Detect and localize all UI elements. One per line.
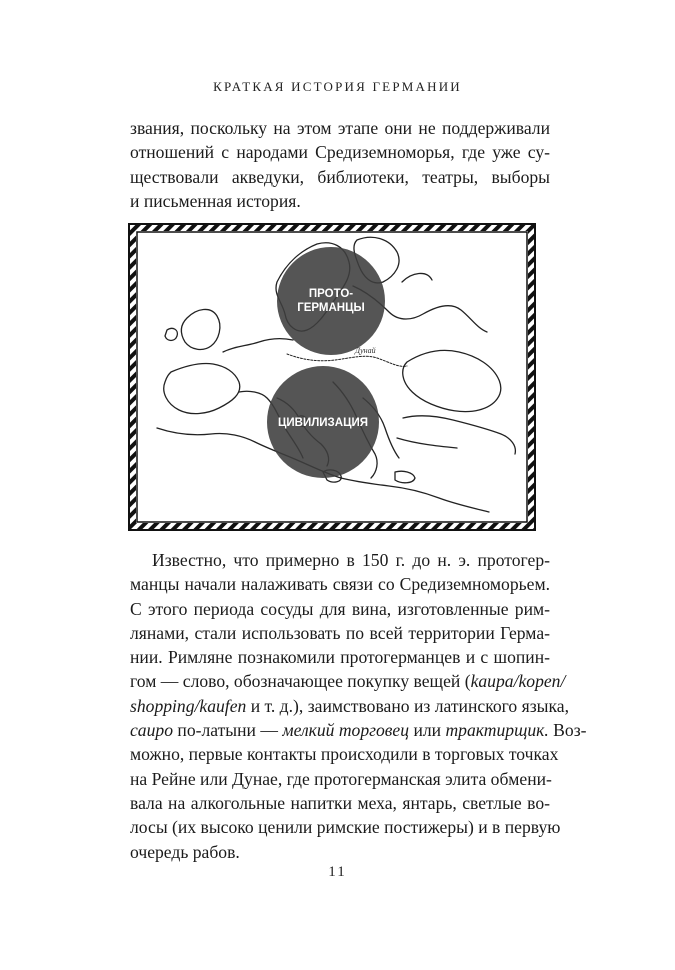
italic-term: shopping/kaufen (130, 695, 247, 716)
text-line: гом — слово, обозначающее покупку вещей (kaupa/kopen/ (130, 671, 566, 692)
text-line: лянами, стали использовать по всей территории Герма- (130, 622, 550, 643)
text-line: С этого периода сосуды для вина, изготовленные рим- (130, 598, 550, 619)
map-label-germans: ГЕРМАНЦЫ (297, 302, 365, 314)
text-line: манцы начали налаживать связи со Средиземноморьем. (130, 574, 550, 595)
text-line: и письменная история. (130, 190, 301, 211)
text-line: ществовали акведуки, библиотеки, театры, выборы (130, 166, 550, 187)
text-line: очередь рабов. (130, 841, 240, 862)
italic-term: caupo (130, 720, 173, 741)
italic-term: мелкий торговец (282, 720, 410, 741)
text-line: нии. Римляне познакомили протогерманцев и с шопин- (130, 647, 550, 668)
paragraph-2 (130, 548, 587, 864)
text-line: на Рейне или Дунае, где протогерманская элита обмени- (130, 768, 552, 789)
map-label-civilization: ЦИВИЛИЗАЦИЯ (277, 417, 369, 429)
text-line: caupo по-латыни — мелкий торговец или трактирщик. Воз- (130, 720, 587, 741)
italic-term: kaupa/kopen/ (470, 671, 566, 692)
text-line: можно, первые контакты происходили в торговых точках (130, 744, 559, 765)
running-title: КРАТКАЯ ИСТОРИЯ ГЕРМАНИИ (213, 79, 462, 94)
river-label: Дунай (355, 346, 376, 355)
text-line: shopping/kaufen и т. д.), заимствовано из латинского языка, (130, 695, 569, 716)
page-number: 11 (328, 864, 347, 880)
text-line: вала на алкогольные напитки меха, янтарь, светлые во- (130, 792, 550, 813)
map-label-proto: ПРОТО- (308, 288, 354, 300)
text-line: звания, поскольку на этом этапе они не поддерживали (130, 118, 550, 138)
map-svg (127, 222, 537, 532)
italic-term: трактирщик. (445, 720, 549, 741)
paragraph-1 (130, 116, 550, 213)
proto-germans-circle (277, 247, 385, 355)
map-illustration (127, 222, 537, 532)
text-line: Известно, что примерно в 150 г. до н. э. протогер- (152, 550, 550, 570)
text-line: отношений с народами Средиземноморья, где уже су- (130, 142, 550, 163)
text-line: лосы (их высоко ценили римские постижеры) и в первую (130, 817, 561, 838)
